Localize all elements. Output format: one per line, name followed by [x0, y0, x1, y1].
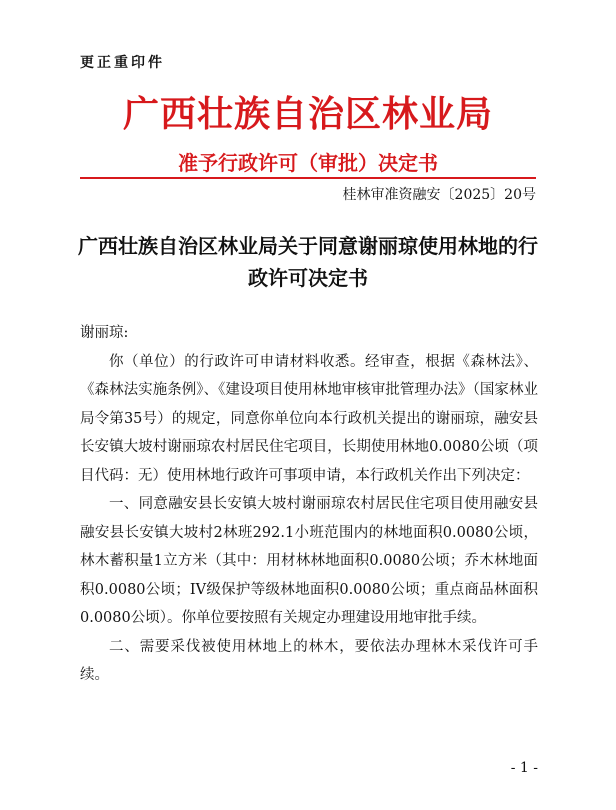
header-divider — [80, 177, 536, 179]
document-type: 准予行政许可（审批）决定书 — [178, 151, 438, 175]
document-body — [80, 319, 538, 690]
body-paragraph-decision-2: 二、需要采伐被使用林地上的林木，要依法办理林木采伐许可手续。 — [80, 638, 538, 683]
body-paragraph-intro: 你（单位）的行政许可申请材料收悉。经审查，根据《森林法》、《森林法实施条例》、《建设项目使用林地审核审批管理办法》（国家林业局令第35号）的规定，同意你单位向本行政机关提出的谢丽琼，融安县长安镇大坡村谢丽琼农村居民住宅项目，长期使用林地0.0080公顷（项目代码：无）使用林地行政许可事项申请，本行政机关作出下列决定： — [80, 353, 538, 484]
page-number: - 1 - — [510, 760, 538, 776]
document-title: 广西壮族自治区林业局关于同意谢丽琼使用林地的行政许可决定书 — [78, 234, 538, 290]
agency-name: 广西壮族自治区林业局 — [122, 93, 493, 135]
document-number: 桂林审准资融安〔2025〕20号 — [342, 187, 536, 203]
salutation: 谢丽琼: — [80, 325, 129, 341]
correction-label: 更正重印件 — [80, 55, 165, 71]
body-paragraph-decision-1: 一、同意融安县长安镇大坡村谢丽琼农村居民住宅项目使用融安县融安县长安镇大坡村2林班292.1小班范围内的林地面积0.0080公顷，林木蓄积量1立方米（其中：用材林林地面积0.0080公顷；乔木林地面积0.0080公顷；IV级保护等级林地面积0.0080公顷；重点商品林面积0.0080公顷）。你单位要按照有关规定办理建设用地审批手续。 — [80, 496, 538, 626]
